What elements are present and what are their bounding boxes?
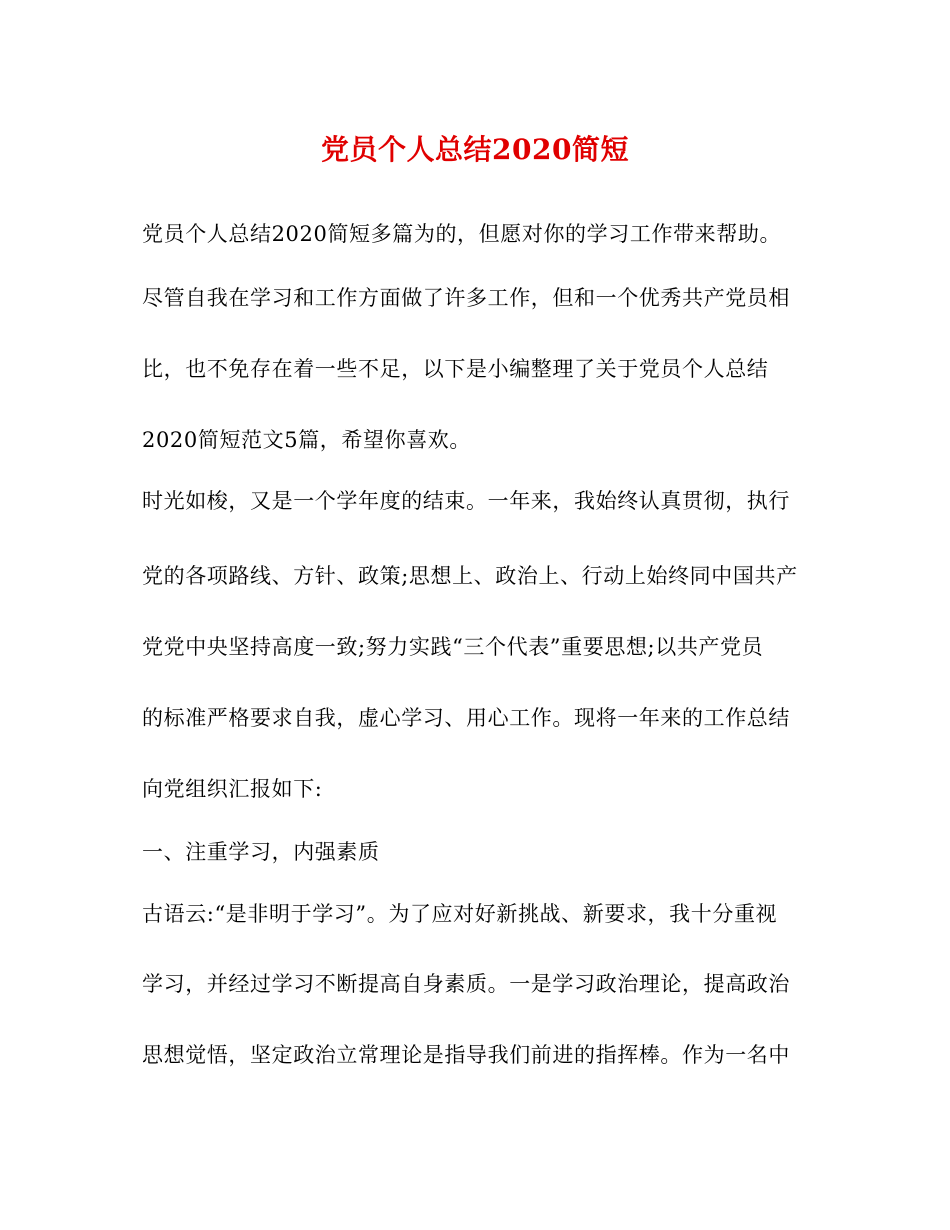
text-line: 党党中央坚持高度一致;努力实践“三个代表”重要思想;以共产党员	[142, 635, 764, 659]
document-title: 党员个人总结2020简短	[321, 133, 629, 166]
text-line: 的标准严格要求自我，虚心学习、用心工作。现将一年来的工作总结	[142, 706, 790, 730]
text-line: 党的各项路线、方针、政策;思想上、政治上、行动上始终同中国共产	[142, 564, 798, 588]
text-line: 2020简短范文5篇，希望你喜欢。	[142, 428, 472, 452]
text-line: 时光如梭，又是一个学年度的结束。一年来，我始终认真贯彻，执行	[142, 489, 790, 513]
text-line: 比，也不免存在着一些不足，以下是小编整理了关于党员个人总结	[142, 357, 769, 381]
text-line: 党员个人总结2020简短多篇为的，但愿对你的学习工作带来帮助。	[142, 222, 782, 246]
text-line: 向党组织汇报如下:	[142, 777, 323, 801]
text-line: 尽管自我在学习和工作方面做了许多工作，但和一个优秀共产党员相	[142, 286, 790, 310]
section-heading: 一、注重学习，内强素质	[142, 840, 380, 864]
text-line: 思想觉悟，坚定政治立常理论是指导我们前进的指挥棒。作为一名中	[142, 1043, 790, 1067]
text-line: 古语云:“是非明于学习”。为了应对好新挑战、新要求，我十分重视	[142, 902, 778, 926]
text-line: 学习，并经过学习不断提高自身素质。一是学习政治理论，提高政治	[142, 972, 790, 996]
